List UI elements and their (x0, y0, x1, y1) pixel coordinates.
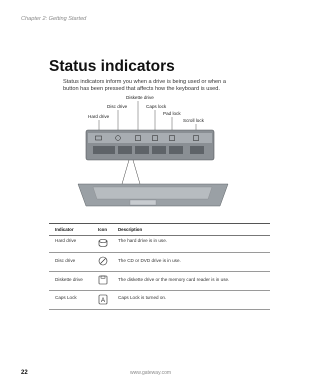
panel-button (135, 146, 149, 154)
indicator-description: The diskette drive or the memory card reader is in use. (118, 277, 230, 282)
table-row (49, 235, 270, 253)
panel-button (118, 146, 132, 154)
footer-url: www.gateway.com (130, 370, 172, 376)
indicator-description: Caps Lock is turned on. (118, 295, 167, 300)
chapter-header: Chapter 2: Getting Started (21, 16, 87, 22)
table-row (49, 252, 270, 272)
label-scroll-lock: Scroll lock (183, 118, 204, 123)
diskette-drive-icon (98, 275, 108, 285)
indicator-name: Caps Lock (55, 295, 77, 300)
header-description: Description (118, 227, 143, 232)
svg-text:A: A (100, 297, 106, 304)
indicator-name: Disc drive (55, 258, 76, 263)
page-title: Status indicators (49, 58, 175, 75)
label-caps-lock: Caps lock (146, 104, 167, 109)
panel-button (190, 146, 204, 154)
panel-button (152, 146, 166, 154)
panel-button (169, 146, 183, 154)
panel-slot (93, 146, 115, 154)
label-hard-drive: Hard drive (88, 114, 110, 119)
header-indicator: Indicator (55, 227, 74, 232)
indicator-name: Hard drive (55, 238, 77, 243)
hard-drive-icon (98, 238, 108, 248)
header-icon: Icon (98, 227, 108, 232)
table-row (49, 271, 270, 291)
label-diskette-drive: Diskette drive (126, 95, 154, 100)
label-pad-lock: Pad lock (163, 111, 181, 116)
page-number: 22 (21, 370, 28, 376)
label-disc-drive: Disc drive (107, 104, 128, 109)
intro-paragraph: Status indicators inform you when a drive is being used or when a button has been pressed that affects how the keyboard is used. (63, 79, 226, 93)
caps-lock-icon (98, 294, 108, 305)
table-row (49, 290, 270, 310)
indicator-description: The CD or DVD drive is in use. (118, 258, 181, 263)
disc-drive-icon (98, 256, 108, 266)
indicator-description: The hard drive is in use. (118, 238, 168, 243)
indicator-name: Diskette drive (55, 277, 83, 282)
notebook-illustration (78, 184, 228, 206)
